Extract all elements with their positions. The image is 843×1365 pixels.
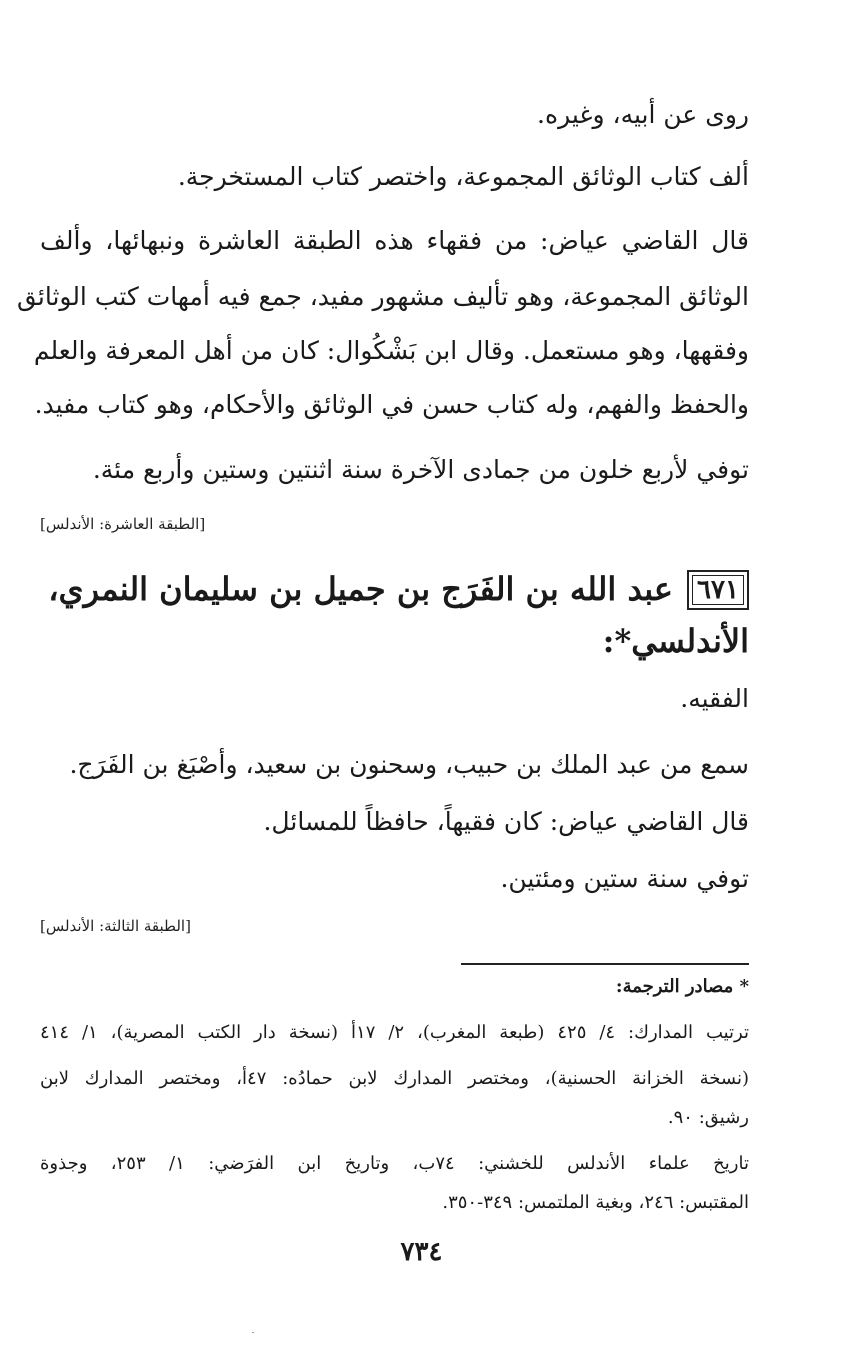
footnote-line-4: تاريخ علماء الأندلس للخشني: ٧٤ب، وتاريخ ابن الفرَضي: ١/ ٢٥٣، وجذوة <box>40 1153 749 1174</box>
body-line-2: ألف كتاب الوثائق المجموعة، واختصر كتاب المستخرجة. <box>177 162 749 191</box>
section-tag-third: [الطبقة الثالثة: الأندلس] <box>40 917 191 935</box>
footnote-line-5: المقتبس: ٢٤٦، وبغية الملتمس: ٣٤٩-٣٥٠. <box>442 1192 749 1213</box>
entry-line-1: الفقيه. <box>680 684 749 713</box>
entry-title-line-1: عبد الله بن الفَرَج بن جميل بن سليمان النمري، <box>48 570 673 608</box>
entry-line-4: توفي سنة ستين ومئتين. <box>500 864 749 893</box>
page-number: ٧٣٤ <box>400 1237 443 1267</box>
entry-line-3: قال القاضي عياض: كان فقيهاً، حافظاً للمسائل. <box>263 807 749 836</box>
scan-speck <box>252 1332 254 1333</box>
section-tag-tenth: [الطبقة العاشرة: الأندلس] <box>40 515 206 533</box>
body-line-6: والحفظ والفهم، وله كتاب حسن في الوثائق والأحكام، وهو كتاب مفيد. <box>34 390 749 419</box>
footnote-line-2: (نسخة الخزانة الحسنية)، ومختصر المدارك لابن حمادُه: ٤٧أ، ومختصر المدارك لابن <box>40 1068 749 1089</box>
entry-line-2: سمع من عبد الملك بن حبيب، وسحنون بن سعيد، وأصْبَغ بن الفَرَج. <box>69 750 749 779</box>
body-line-5: وفقهها، وهو مستعمل. وقال ابن بَشْكُوال: كان من أهل المعرفة والعلم <box>33 336 749 365</box>
body-line-7: توفي لأربع خلون من جمادى الآخرة سنة اثنتين وستين وأربع مئة. <box>92 455 749 484</box>
body-line-3: قال القاضي عياض: من فقهاء هذه الطبقة العاشرة ونبهائها، وألف <box>40 226 749 255</box>
entry-title-line-2: الأندلسي*: <box>602 622 749 660</box>
footnote-line-3: رشيق: ٩٠. <box>667 1107 749 1128</box>
footnote-line-1: ترتيب المدارك: ٤/ ٤٢٥ (طبعة المغرب)، ٢/ ١٧أ (نسخة دار الكتب المصرية)، ١/ ٤١٤ <box>40 1022 749 1043</box>
body-line-1: روى عن أبيه، وغيره. <box>537 100 749 129</box>
entry-number: ٦٧١ <box>687 570 749 610</box>
footnote-heading: * مصادر الترجمة: <box>615 976 749 997</box>
body-line-4: الوثائق المجموعة، وهو تأليف مشهور مفيد، جمع فيه أمهات كتب الوثائق <box>17 282 749 311</box>
footnote-divider <box>461 963 749 965</box>
